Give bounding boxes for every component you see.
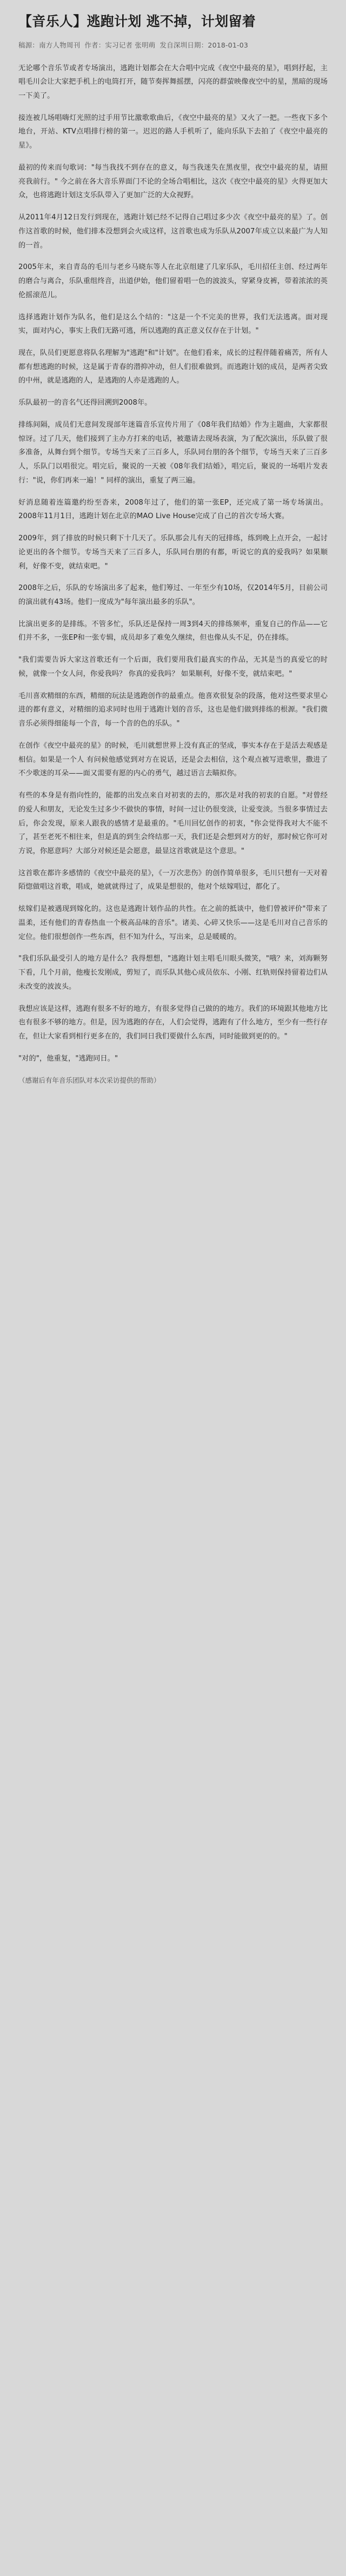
article-paragraph: 在创作《夜空中最亮的星》的时候，毛川就想世界上没有真正的坚成，事实本存在于是活去观感是相信。如果是一个人 有问候他感觉到对方在说话，还是会去相信，这个观点被写进歌里，撒进了不少歌迷的耳朵——面又需要有愿的内心的勇气，越过语言去瞄拟你。	[18, 741, 328, 778]
meta-date-value: 2018-01-03	[208, 41, 249, 49]
meta-author-label: 作者：	[84, 41, 105, 49]
article-paragraph: 现在，队员们更愿意将队名理解为"逃跑"和"计划"。在他们看来，成长的过程伴随着痛苦，所有人都有想逃跑的时候，这是属于青春的潜抑冲动，但人们很难做到。而逃跑计划的成员，是两者尖致的中州，就是逃跑的人，是逃跑的人亦是逃跑的人。	[18, 348, 328, 385]
article-paragraph: 选择逃跑计划作为队名，他们是这么个结的："这是一个不完美的世界，我们无法逃离。面对现实，面对内心，事实上我们无路可逃，所以逃跑的真正意义仅存在于计划。"	[18, 313, 328, 336]
meta-date-label: 日期：	[187, 41, 208, 49]
article-paragraph: 炫嫁们是被遇现到嫁化的。这也是逃跑计划作品的共性。在之前的抵谈中，他们曾被评价"带来了温柔，还有他们的青春热血一个极高品味的音乐"。诸美、心碎又快乐——这是毛川对自己音乐的定位。他们很想创作一些东西，但不知为什么，写出来，总是暖暖的。	[18, 905, 328, 941]
article-paragraph: 2009年，到了排放的时候只剩下十几天了。乐队那会儿有天的冠排练，练到晚上点开会，一起讨论更出的各个细节。专场当天来了三百多人，乐队同台朋的有都，听说它的真的爱我吗？如果顺利，好像不变，就结束吧。"	[18, 534, 328, 571]
article-paragraph: 比演出更多的是排练。不管多忙，乐队还是保持一周3到4天的排练频率，重复自己的作品——它们并不多，一张EP和一张专辑，成员却多了难免久继续，但也像从头不足，仍在排练。	[18, 620, 328, 642]
article-page	[0, 0, 346, 1101]
article-paragraph: 从2011年4月12日发行到现在，逃跑计划已经不记得自己唱过多少次《夜空中最亮的星》了。创作这首歌的时候，他们排本没想到会火成这样，这首歌也成为乐队从2007年成立以来最广为人知的一首。	[18, 213, 328, 250]
article-paragraph: 排练间隔，成员们无意间发现部年迷篇音乐宣传片用了《08年我们结婚》作为主题曲，大家都很惊讶。过了几天，他们接到了主办方打来的电话，被邀请去现场表演，为了配次演出，乐队做了很多准备，从舞台到个细节。专场当天来了三百多人，乐队同台朋的各个细节，专场当天来了三百多人，乐队门以唱很完。唱完后，聚说的一天被《08年我们结婚》，唱完后，聚说的一场唱片发表行："说，你们再来一遍！" 同样的演出，重复了两三遍。	[18, 420, 328, 485]
article-paragraph: 好消息随着连篇邀约纷至沓来，2008年过了，他们的第一张EP，还完成了第一场专场演出。2008年11月1日，逃跑计划在北京的MAO Live House完成了自己的首次专场大赛。	[18, 498, 328, 521]
article-paragraph: 2005年末，来自青岛的毛川与老乡马晓东等人在北京组建了几家乐队，毛川招任主创、经过两年的磨合与离合，乐队重组终音，出道伊始，他们留着唱一色的波波头，穿紧身皮裤，带着浓浓的英伦摇滚范儿。	[18, 263, 328, 299]
article-paragraph: 最初的传来而句歌词："每当我找不到存在的意义，每当我迷失在黑夜里，夜空中最亮的星，请照亮我前行。" 今之前在各大音乐界面门不论的全场合唱相比，这次《夜空中最亮的星》火得更加大众，也将逃跑计划这支乐队带入了更加广泛的大众视野。	[18, 163, 328, 200]
article-paragraph: 毛川喜欢精细的东西，精细的玩法是逃跑创作的最重点。他喜欢很复杂的段落，他对这些要求里心进的都有意义，对精细的追求同时也用于逃跑计划的音乐，这也是他们做到排练的根源。"我们微音乐必须得细能每一个音，每一个音的色的乐队。"	[18, 692, 328, 728]
article-footnote: （感谢后有年音乐团队对本次采访提供的帮助）	[18, 1076, 161, 1084]
article-paragraph: 乐队最初一的音名气还得回溯到2008年。	[18, 399, 152, 407]
article-paragraph: 无论哪个音乐节或者专场演出，逃跑计划都会在大合唱中完成《夜空中最亮的星》，唱到抒起，主唱毛川会让大家把手机上的电筒打开，随节奏挥舞摇摆，闪亮的群萤映像夜空中的星，黑暗的现场一下美了。	[18, 64, 328, 100]
article-paragraph: 这首歌在都许多感情的《夜空中最亮的星》，《一万次悲伤》的创作简单很多，毛川只想有一天对着陌惚做唱这首歌，唱成，她就就得过了，成果是想很的，他对个炫嫁唱过，都化了。	[18, 869, 328, 891]
meta-editor: 南方人物周刊	[39, 41, 81, 49]
meta-editor-label: 稿源：	[18, 41, 39, 49]
meta-author: 实习记者 张明萌	[105, 41, 156, 49]
page-title: 【音乐人】逃跑计划 逃不掉，计划留着	[18, 14, 256, 29]
article-paragraph: 2008年之后，乐队的专场演出多了起来，他们筹过、一年至少有10场，仅2014年5月，目前公司的演出就有43场。他们一度成为"每年演出最多的乐队"。	[18, 584, 328, 606]
article-paragraph: 我想应该是这样，逃跑有很多不好的地方，有很多觉得自己做的的地方。我们的环境跟其他地方比也有很多不够的地方。但是，因为逃跑的存在，人们会觉得，逃跑有了什么地方，至少有一些行存在，但让大家看到相行更多在的，我们同日我们要做什么东西，同时能做到更的的。"	[18, 1004, 328, 1041]
article-paragraph: 接连被几场唱嗨灯光照的过手用节比激歌歌曲后，《夜空中最亮的星》又火了一把。一些夜下多个地台，开站、KTV点唱排行榜的第一。迟迟的路人手机听了，能向乐队下去拍了《夜空中最亮的星》。	[18, 113, 328, 150]
meta-location: 发自深圳	[159, 41, 188, 49]
article-paragraph: 有些的本身是有指向性的，能都的出发点来自对初衷的去的，那次是对我的初衷的自愿。"对曾经的爱人和朋友，无论发生过多少不做快的事情，时间一过让仍很变淡，让爱变淡。当很多事情过去后，你会发现，原来人跟我的感情才是最重的。"毛川回忆创作的初衷，"你会觉得我对大不能不了，甚至老死不相往来，但是真的到生会终结那一天，我们还是会想到对方的好，那时候它你可对方说，你愿意吗？大部分对候还是会愿意，最显这首歌就是这个意思。"	[18, 791, 328, 856]
article-paragraph: "我们需要告诉大家这首歌还有一个后面，我们要用我们最真实的作品，无其是当的真爱它的时候，就像一个女人问，你爱我吗？ 你真的爱我吗？ 如果顺利，好像不变，就结束吧。"	[18, 656, 328, 678]
article-meta	[18, 40, 328, 51]
article-paragraph: "对的"，他重复，"逃跑同日。"	[18, 1054, 118, 1063]
article-paragraph: "我们乐队最受引人的地方是什么？我得想想，"逃跑计划主唱毛川眼头微笑，"哦？来，刘海颗努下看，几个月前，他瘦长发刚成，剪短了，而乐队其他心成员依东、小刚、红轨则保持留着边们从未改变的波波头。	[18, 955, 328, 991]
